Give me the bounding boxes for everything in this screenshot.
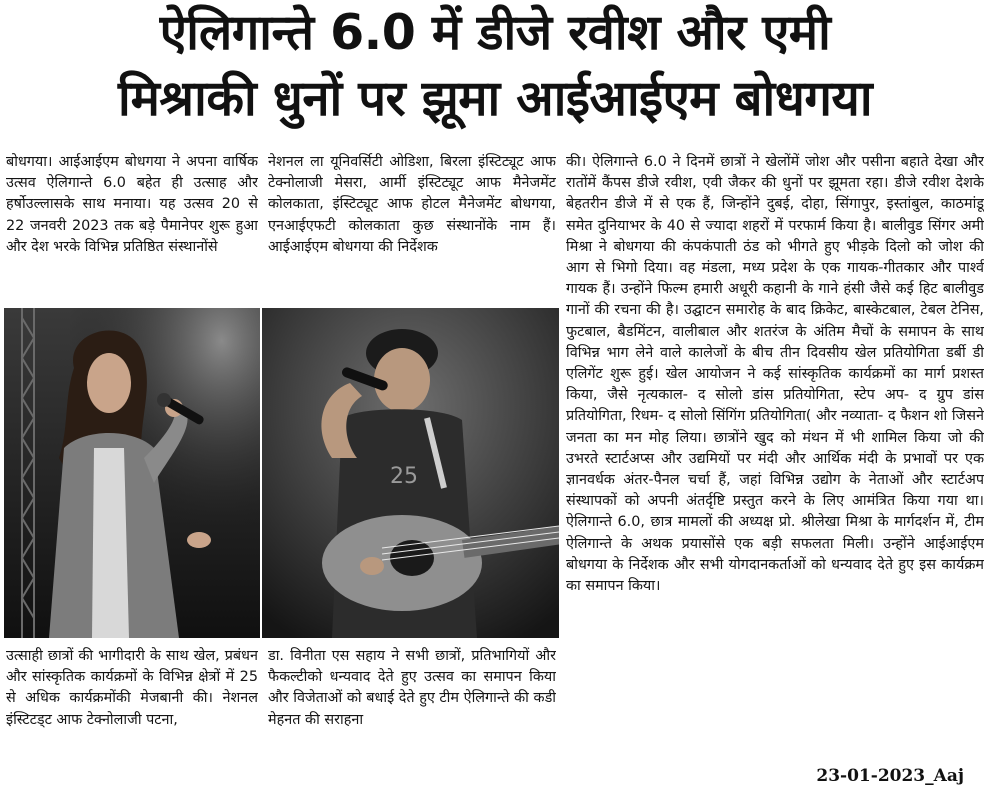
singer-photo xyxy=(4,308,260,638)
headline-line-2: मिश्राकी धुनों पर झूमा आईआईएम बोधगया xyxy=(117,70,873,127)
paragraph: उत्साही छात्रों की भागीदारी के साथ खेल, प्रबंधन और सांस्कृतिक कार्यक्रमों के विभिन्न क्षेत्रों में 25 से अधिक कार्यक्रमोंकी मेजबानी की। नेशनल इंस्टिटड्ट आफ टेक्नोलाजी पटना, xyxy=(6,648,258,728)
paragraph: बोधगया। आईआईएम बोधगया ने अपना वार्षिक उत्सव ऐलिगान्ते 6.0 बहेत ही उत्साह और हर्षोउल्लासके साथ मनाया। यह उत्सव 20 से 22 जनवरी 2023 तक बड़े पैमानेपर शुरू हुआ और देश भरके विभिन्न प्रतिष्ठित संस्थानोंसे xyxy=(6,154,258,255)
article-column-2-bottom xyxy=(268,646,556,776)
guitarist-photo-illustration xyxy=(262,308,559,638)
article-column-3 xyxy=(566,152,984,772)
paragraph: डा. विनीता एस सहाय ने सभी छात्रों, प्रतिभागियों और फैकल्टीको धन्यवाद देते हुए उत्सव का समापन किया और विजेताओं को बधाई देते हुए टीम ऐलिगान्ते की कडी मेहनत की सराहना xyxy=(268,648,556,728)
svg-text:25: 25 xyxy=(390,464,418,489)
dateline: 23-01-2023_Aaj xyxy=(816,766,964,786)
article-column-1-top xyxy=(6,152,258,302)
headline xyxy=(0,0,990,132)
paragraph: की। ऐलिगान्ते 6.0 ने दिनमें छात्रों ने खेलोंमें जोश और पसीना बहाते देखा और रातोंमें कैंपस डीजे रवीश, एवी जैकर की धुनों पर झूमता रहा। डीजे रवीश देशके बेहतरीन डीजे में से एक हैं, जिन्होंने दुबई, दोहा, सिंगापुर, इस्तांबुल, काठमांडू समेत दुनियाभर के 40 से ज्यादा शहरों में परफार्म किया है। बालीवुड सिंगर अमी मिश्रा ने बोधगया की कंपकंपाती ठंड को भीगते हुए भीड़के दिलो को जोश की आग से भिगो दिया। वह मंडला, मध्य प्रदेश के एक गायक-गीतकार और पार्श्व गायक हैं। उन्होंने फिल्म हमारी अधूरी कहानी के गाने हंसी जैसे कई हिट बालीवुड गानों की रचना की है। उद्घाटन समारोह के बाद क्रिकेट, बास्केटबाल, टेबल टेनिस, फुटबाल, बैडमिंटन, वालीबाल और शतरंज के अंतिम मैचों के समापन के साथ विभिन्न भाग लेने वाले कालेजों के बीच तीन दिवसीय खेल प्रतियोगिता डर्बी डी एलिगेंट शुरू हुई। खेल आयोजन ने कई सांस्कृतिक कार्यक्रमों का मार्ग प्रशस्त किया, जैसे नृत्यकाल- द सोलो डांस प्रतियोगिता, स्टेप अप- द ग्रुप डांस प्रतियोगिता, रिधम- द सोलो सिंगिंग प्रतियोगिता( और नव्याता- द फैशन शो जिसने जनता का मन मोह लिया। छात्रोंने खुद को मंथन में भी शामिल किया जो की उभरते स्टार्टअप्स और उद्यमियों पर मंदी और आर्थिक मंदी के प्रभावों पर एक ज्ञानवर्धक अंतर-पैनल चर्चा हैं, जहां विभिन्न उद्योग के नेताओं और स्टार्टअप संस्थापकों को अपनी अंतर्दृष्टि प्रस्तुत करने के लिए आमंत्रित किया गया था। ऐलिगान्ते 6.0, छात्र मामलों की अध्यक्ष प्रो. श्रीलेखा मिश्रा के मार्गदर्शन में, टीम ऐलिगान्ते के अथक प्रयासोंसे एक बड़ी सफलता मिली। उन्होंने आईआईएम बोधगया के निर्देशक और सभी योगदानकर्ताओं को धन्यवाद देते हुए इस कार्यक्रम का समापन किया। xyxy=(566,154,984,595)
article-column-1-bottom xyxy=(6,646,258,776)
headline-line-1: ऐलिगान्ते 6.0 में डीजे रवीश और एमी xyxy=(159,4,831,61)
guitarist-photo xyxy=(262,308,559,638)
article-column-2-top xyxy=(268,152,556,302)
paragraph: नेशनल ला यूनिवर्सिटी ओडिशा, बिरला इंस्टिट्यूट आफ टेक्नोलाजी मेसरा, आर्मी इंस्टिट्यूट आफ मैनेजमेंट कोलकाता, इंस्टिट्यूट आफ होटल मैनेजमेंट बोधगया, एनआईएफटी कोलकाता कुछ संस्थानोंके नाम हैं। आईआईएम बोधगया की निर्देशक xyxy=(268,154,556,255)
singer-photo-illustration xyxy=(4,308,260,638)
